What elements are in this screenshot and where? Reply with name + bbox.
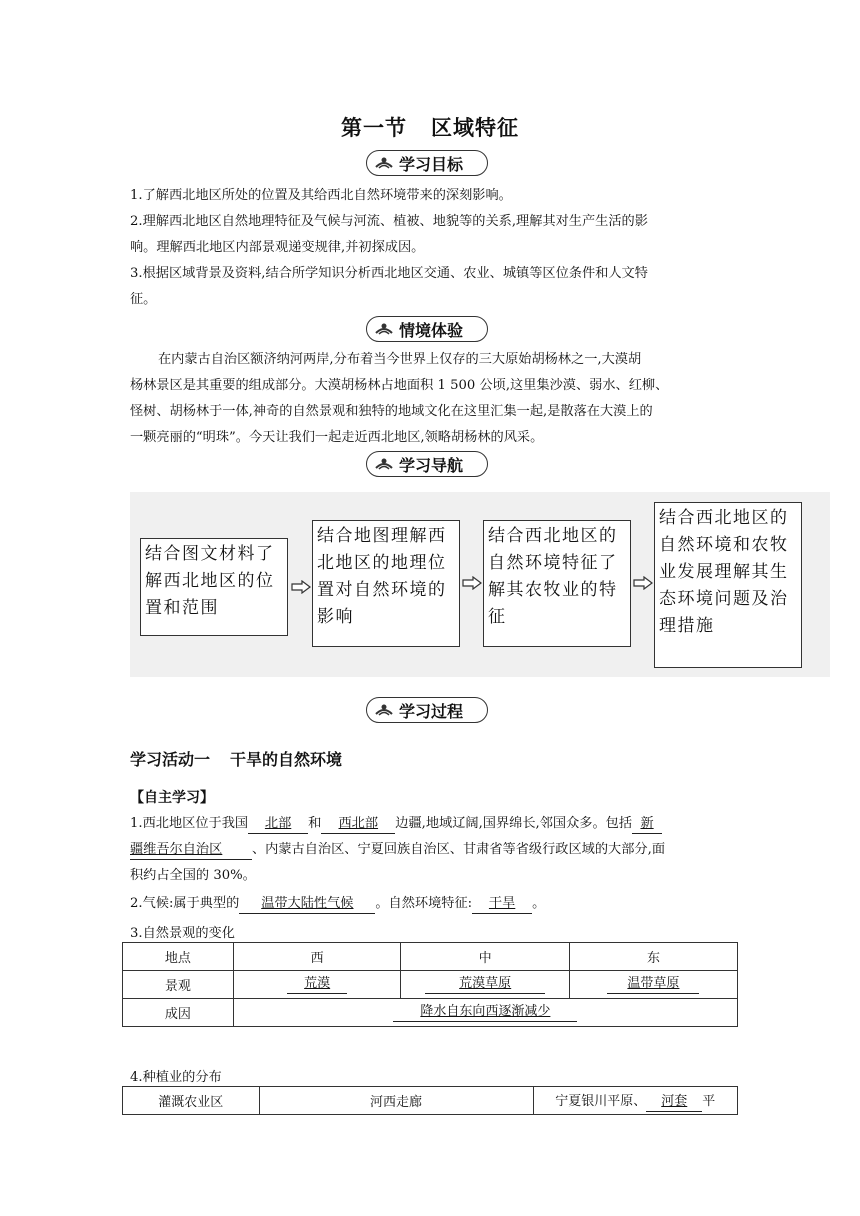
q2-answer-feature: 干旱 — [472, 895, 532, 914]
table-cell — [233, 999, 737, 1027]
table-cell: 灌溉农业区 — [123, 1087, 260, 1115]
arrow-right-icon — [291, 580, 311, 594]
q2-text: 。 — [532, 896, 546, 911]
table-row — [123, 999, 738, 1027]
table-cell: 河西走廊 — [259, 1087, 533, 1115]
table-cell: 中 — [401, 943, 569, 971]
activity-number: 学习活动一 — [130, 750, 211, 769]
title-section: 第一节 — [341, 116, 407, 140]
answer-cause: 降水自东向西逐渐减少 — [393, 1003, 577, 1022]
q2-text: 。自然环境特征: — [375, 896, 473, 911]
arrow-right-icon — [633, 576, 653, 590]
q1-answer-northwest: 西北部 — [321, 815, 395, 834]
flow-line: 结合西北地区的 — [659, 508, 789, 528]
book-swirl-icon — [373, 320, 395, 338]
goals-list — [130, 183, 730, 313]
page-title — [0, 112, 860, 142]
flow-line: 结合地图理解西 — [317, 526, 447, 546]
goal-line: 响。理解西北地区内部景观递变规律,并初探成因。 — [130, 240, 425, 255]
cell-text: 平 — [702, 1093, 716, 1109]
goal-line: 1.了解西北地区所处的位置及其给西北自然环境带来的深刻影响。 — [130, 188, 512, 203]
q1-answer-xinjiang-part2: 疆维吾尔自治区 — [130, 841, 252, 860]
q1-answer-north: 北部 — [248, 815, 308, 834]
situation-line: 一颗亮丽的“明珠”。今天让我们一起走近西北地区,领略胡杨林的风采。 — [130, 430, 544, 445]
situation-paragraph — [130, 347, 730, 451]
cell-text: 宁夏银川平原、 — [555, 1093, 647, 1109]
book-swirl-icon — [373, 701, 395, 719]
badge-label: 情境体验 — [399, 320, 464, 340]
q1-text: 边疆,地域辽阔,国界绵长,邻国众多。包括 — [395, 816, 633, 831]
table-cell: 成因 — [123, 999, 234, 1027]
answer-west-landscape: 荒漠 — [287, 975, 347, 994]
goal-line: 征。 — [130, 292, 157, 307]
flow-line: 征 — [488, 607, 507, 627]
learning-navigation-flowchart — [130, 492, 830, 677]
arrow-right-icon — [462, 576, 482, 590]
q1-text: 积约占全国的 30%。 — [130, 868, 256, 883]
badge-label: 学习过程 — [399, 701, 464, 721]
activity-title: 干旱的自然环境 — [230, 750, 343, 769]
table-cell: 地点 — [123, 943, 234, 971]
flow-line: 影响 — [317, 607, 354, 627]
flow-line: 态环境问题及治 — [659, 589, 789, 609]
table-cell: 景观 — [123, 971, 234, 999]
flow-step-4 — [654, 502, 802, 668]
flow-line: 结合图文材料了 — [145, 544, 275, 564]
table-cell — [401, 971, 569, 999]
question-2 — [130, 891, 730, 917]
flow-line: 业发展理解其生 — [659, 562, 789, 582]
flow-line: 置对自然环境的 — [317, 580, 447, 600]
question-1 — [130, 811, 730, 889]
badge-navigation — [366, 451, 488, 477]
answer-middle-landscape: 荒漠草原 — [425, 975, 545, 994]
q2-answer-climate: 温带大陆性气候 — [239, 895, 375, 914]
q1-text: 、内蒙古自治区、宁夏回族自治区、甘肃省等省级行政区域的大部分,面 — [252, 842, 666, 857]
badge-situation — [366, 316, 488, 342]
answer-hetao: 河套 — [646, 1093, 702, 1112]
flow-line: 结合西北地区的 — [488, 526, 618, 546]
badge-learning-goals — [366, 150, 488, 176]
table-row — [123, 971, 738, 999]
q2-text: 2.气候:属于典型的 — [130, 896, 240, 911]
flow-line: 自然环境特征了 — [488, 553, 618, 573]
table-cell — [233, 971, 401, 999]
flow-line: 自然环境和农牧 — [659, 535, 789, 555]
flow-step-1 — [140, 538, 288, 636]
situation-line: 在内蒙古自治区额济纳河两岸,分布着当今世界上仅存的三大原始胡杨林之一,大漠胡 — [158, 352, 642, 367]
q1-text: 1.西北地区位于我国 — [130, 816, 249, 831]
flow-line: 解西北地区的位 — [145, 571, 275, 591]
book-swirl-icon — [373, 455, 395, 473]
badge-label: 学习导航 — [399, 455, 464, 475]
table-cell: 西 — [233, 943, 401, 971]
answer-east-landscape: 温带草原 — [607, 975, 699, 994]
table-cell: 东 — [569, 943, 737, 971]
table-cell — [569, 971, 737, 999]
table-cell — [533, 1087, 737, 1115]
goal-line: 2.理解西北地区自然地理特征及气候与河流、植被、地貌等的关系,理解其对生产生活的影 — [130, 214, 648, 229]
self-study-heading: 【自主学习】 — [130, 790, 214, 806]
question-4-title: 4.种植业的分布 — [130, 1070, 222, 1085]
flow-line: 置和范围 — [145, 598, 219, 618]
situation-line: 怪树、胡杨林于一体,神奇的自然景观和独特的地域文化在这里汇集一起,是散落在大漠上的 — [130, 404, 653, 419]
flow-line: 理措施 — [659, 616, 715, 636]
q1-text: 和 — [308, 816, 322, 831]
table-row — [123, 1087, 738, 1115]
planting-table — [122, 1086, 738, 1115]
activity-heading — [130, 747, 342, 770]
flow-line: 解其农牧业的特 — [488, 580, 618, 600]
q1-answer-xinjiang-part1: 新 — [632, 815, 662, 834]
question-3-title: 3.自然景观的变化 — [130, 926, 235, 941]
flow-step-3 — [483, 520, 631, 647]
situation-line: 杨林景区是其重要的组成部分。大漠胡杨林占地面积 1 500 公顷,这里集沙漠、弱水、红柳、 — [130, 378, 669, 393]
table-row — [123, 943, 738, 971]
landscape-table — [122, 942, 738, 1027]
title-topic: 区域特征 — [431, 116, 519, 140]
flow-step-2 — [312, 520, 460, 647]
badge-learning-process — [366, 697, 488, 723]
flow-line: 北地区的地理位 — [317, 553, 447, 573]
book-swirl-icon — [373, 154, 395, 172]
goal-line: 3.根据区域背景及资料,结合所学知识分析西北地区交通、农业、城镇等区位条件和人文特 — [130, 266, 648, 281]
badge-label: 学习目标 — [399, 154, 464, 174]
